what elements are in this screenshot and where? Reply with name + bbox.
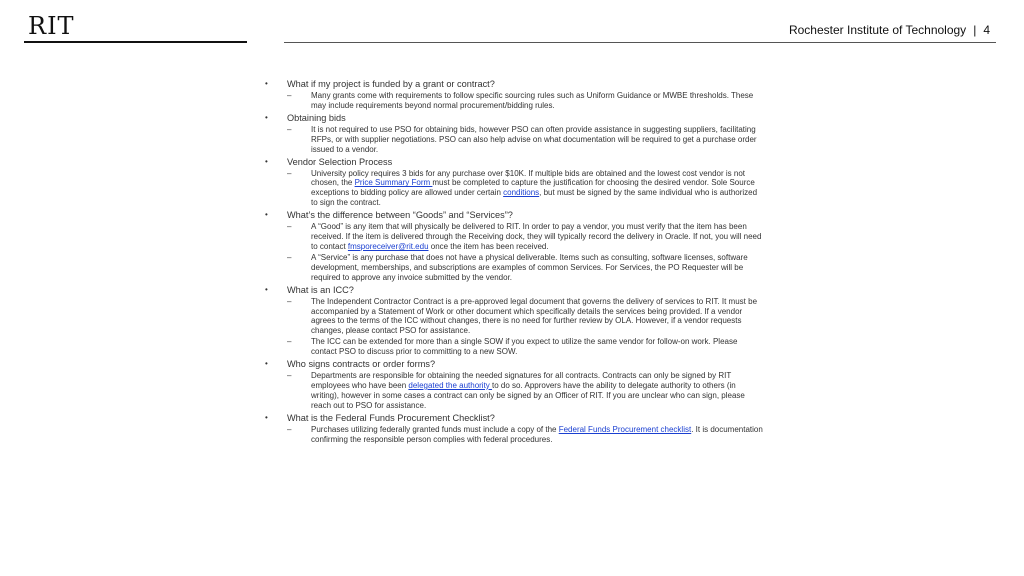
question-text: What is an ICC? [287,284,354,295]
answer-text-segment: The ICC can be extended for more than a single SOW if you expect to utilize the same vendor for follow-on work. Please contact PSO to discuss prior to committing to a new SOW. [311,337,738,357]
faq-content [265,77,765,444]
delegated-authority-link[interactable]: delegated the authority [408,380,493,390]
faq-answer [265,297,765,337]
faq-answer [265,125,765,155]
question-text: Obtaining bids [287,112,346,123]
answer-text [311,125,765,155]
logo-underline-divider [24,41,247,43]
answer-text [311,169,765,209]
answer-text-segment: Departments are responsible for obtaining the needed signatures for all contracts. Contracts can only be signed by RIT employees who have been [311,371,732,390]
faq-answer [265,253,765,283]
dash-icon: – [287,337,292,347]
answer-text [311,91,765,111]
bullet-icon: • [265,284,268,294]
question-text: What’s the difference between “Goods” and “Services”? [287,210,513,221]
answer-text-segment: A “Service” is any purchase that does not have a physical deliverable. Items such as consulting, software licenses, software development, memberships, and subscriptions are examples of common Services. For Services, the PO Requester will be required to approve any invoice submitted by the vendor. [311,252,748,282]
dash-icon: – [287,124,292,134]
dash-icon: – [287,424,292,434]
answer-text [311,371,765,411]
answer-text-segment: to do so. Approvers have the ability to delegate authority to others (in writing), however in some cases a contract can only be signed by an Officer of RIT. If you are unclear who can sign, please reach out to PSO for assistance. [311,380,745,410]
answer-text [311,425,765,445]
question-text: Who signs contracts or order forms? [287,359,436,370]
header-divider [284,42,996,43]
faq-question [265,79,765,90]
question-text: Vendor Selection Process [287,156,393,167]
faq-answer [265,222,765,252]
faq-answer [265,169,765,209]
page-number: 4 [983,23,990,37]
faq-question [265,359,765,370]
dash-icon: – [287,222,292,232]
answer-text [311,297,765,337]
answer-text [311,337,765,357]
fmsporeceiver-email-link[interactable]: fmsporeceiver@rit.edu [347,241,429,251]
dash-icon: – [287,91,292,100]
institution-name: Rochester Institute of Technology [788,23,967,37]
answer-text-segment: once the item has been received. [428,241,549,251]
answer-text-segment: University policy requires 3 bids for any purchase over $10K. If multiple bids are obtained and the lowest cost vendor is not chosen, the [311,168,746,188]
answer-text-segment: must be completed to capture the justification for choosing the desired vendor. Sole Source exceptions to bidding policy are allowed under certain [311,178,755,198]
slide-header [789,23,990,37]
answer-text [311,222,765,252]
bullet-icon: • [265,156,268,166]
dash-icon: – [287,296,292,306]
answer-text-segment: , but must be signed by the same individual who is authorized to sign the contract. [311,188,758,208]
faq-question [265,210,765,221]
answer-text-segment: Purchases utilizing federally granted funds must include a copy of the [311,424,559,434]
answer-text-segment: . It is documentation confirming the responsible person complies with federal procedures. [311,424,763,444]
federal-funds-checklist-link[interactable]: Federal Funds Procurement checklist [558,424,692,434]
dash-icon: – [287,168,292,178]
dash-icon: – [287,371,292,381]
bullet-icon: • [265,79,268,88]
header-separator: | [973,23,977,37]
bullet-icon: • [265,112,268,122]
rit-logo: RIT [28,12,75,40]
answer-text [311,253,765,283]
faq-answer [265,371,765,411]
price-summary-form-link[interactable]: Price Summary Form [354,178,433,188]
faq-question [265,413,765,424]
bullet-icon: • [265,359,268,369]
bullet-icon: • [265,412,268,422]
dash-icon: – [287,252,292,262]
faq-question [265,285,765,296]
conditions-link[interactable]: conditions [503,188,540,198]
faq-question [265,157,765,168]
answer-text-segment: It is not required to use PSO for obtaining bids, however PSO can often provide assistance in suggesting suppliers, facilitating RFPs, or with supplier negotiations. PSO can also help advise on what documentation will be required to get a purchase order issued to a vendor. [311,124,757,154]
bullet-icon: • [265,210,268,220]
faq-answer [265,337,765,357]
faq-answer [265,425,765,445]
faq-answer [265,91,765,111]
answer-text-segment: A “Good” is any item that will physically be delivered to RIT. In order to pay a vendor, you must verify that the item has been received. If the item is delivered through the Receiving dock, they will typically record the delivery in Oracle. If not, you will need to contact [311,222,762,251]
question-text: What if my project is funded by a grant or contract? [287,79,495,89]
answer-text-segment: The Independent Contractor Contract is a pre-approved legal document that governs the delivery of services to RIT. It must be accompanied by a Statement of Work or other document which specifically details the services being provided. If a vendor agrees to the terms of the ICC without changes, there is no need for further review by OLA. However, if a vendor requests changes, please contact PSO for assistance. [311,296,758,336]
answer-text-segment: Many grants come with requirements to follow specific sourcing rules such as Uniform Guidance or MWBE thresholds. These may include requirements beyond normal procurement/bidding rules. [311,91,754,110]
faq-question [265,113,765,124]
question-text: What is the Federal Funds Procurement Checklist? [287,412,495,423]
